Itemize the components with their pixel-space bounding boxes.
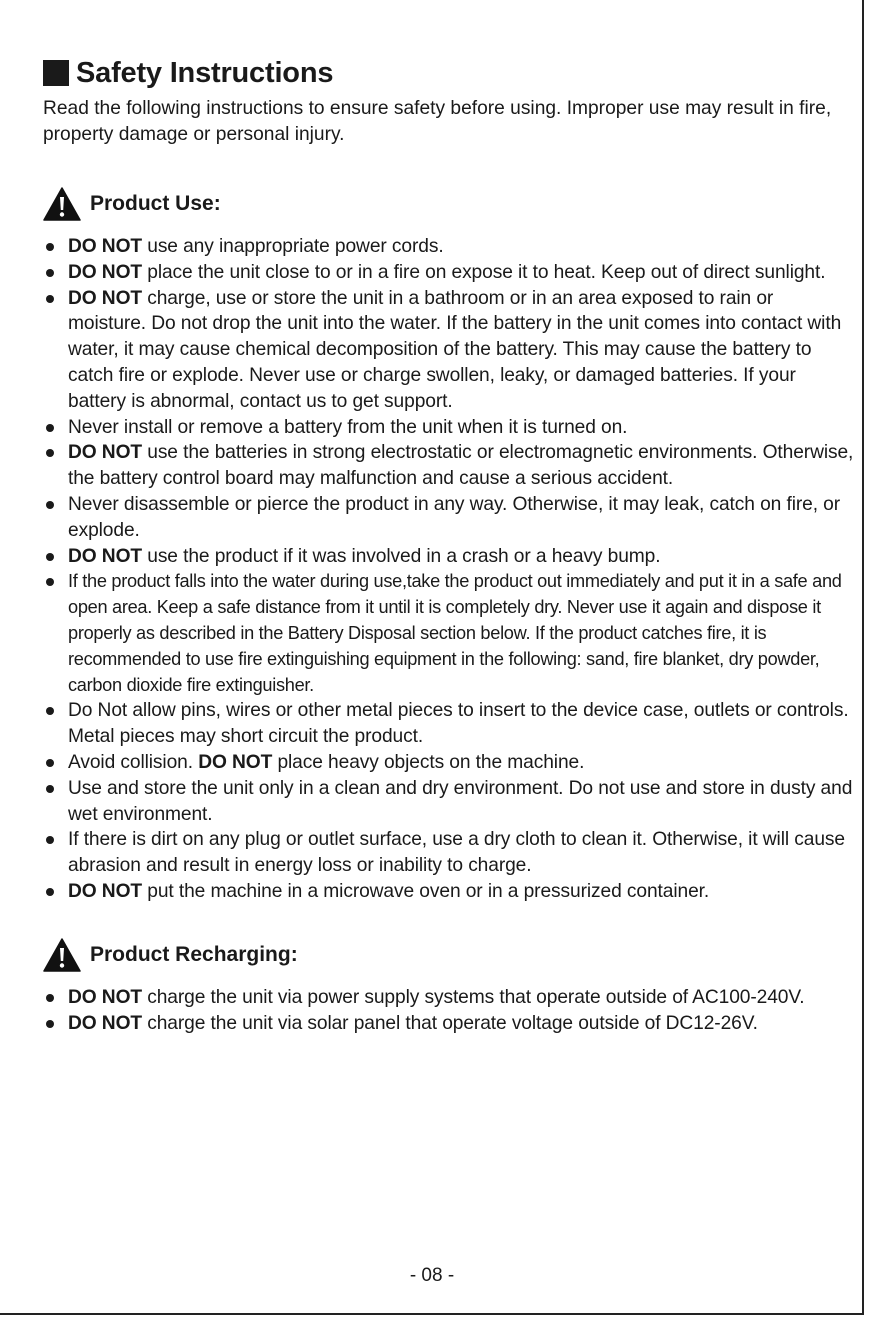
section-heading-text: Product Use: xyxy=(90,192,221,215)
item-text: If there is dirt on any plug or outlet surface, use a dry cloth to clean it. Otherwise, it will cause abrasion and result in energy loss or inability to charge. xyxy=(68,829,845,877)
bullet-icon xyxy=(46,243,54,251)
bullet-icon xyxy=(46,707,54,715)
list-item xyxy=(43,776,855,828)
list-item xyxy=(43,750,855,776)
bullet-icon xyxy=(46,578,54,586)
bullet-icon xyxy=(46,269,54,277)
product-use-list xyxy=(43,234,855,905)
item-text: place heavy objects on the machine. xyxy=(272,751,585,773)
title-square-icon xyxy=(43,60,69,86)
page-border-right xyxy=(862,0,864,1314)
item-emphasis: DO NOT xyxy=(68,545,143,567)
item-emphasis: DO NOT xyxy=(198,751,273,773)
item-text: Avoid collision. xyxy=(68,751,199,773)
list-item xyxy=(43,544,855,570)
page-number: - 08 - xyxy=(409,1265,455,1286)
intro-text: Read the following instructions to ensure safety before using. Improper use may result in fire, property damage or personal injury. xyxy=(43,98,832,145)
bullet-icon xyxy=(46,759,54,767)
item-emphasis: DO NOT xyxy=(68,261,143,283)
bullet-icon xyxy=(46,1020,54,1028)
bullet-icon xyxy=(46,449,54,457)
item-text: charge the unit via power supply systems that operate outside of AC100-240V. xyxy=(142,986,805,1008)
bullet-icon xyxy=(46,785,54,793)
item-emphasis: DO NOT xyxy=(68,1012,143,1034)
list-item xyxy=(43,569,855,698)
section-heading-product-recharging xyxy=(43,937,855,973)
item-emphasis: DO NOT xyxy=(68,880,143,902)
item-text: place the unit close to or in a fire on expose it to heat. Keep out of direct sunlight. xyxy=(142,261,826,283)
bullet-icon xyxy=(46,888,54,896)
bullet-icon xyxy=(46,295,54,303)
list-item xyxy=(43,286,855,415)
list-item xyxy=(43,440,855,492)
list-item xyxy=(43,415,855,441)
item-emphasis: DO NOT xyxy=(68,986,143,1008)
bullet-icon xyxy=(46,994,54,1002)
section-heading-text: Product Recharging: xyxy=(90,942,298,966)
list-item xyxy=(43,985,855,1011)
item-text: If the product falls into the water during use,take the product out immediately and put it in a safe and open area. Keep a safe distance from it until it is completely dry. Never use it again and dispose it properly as described in the Battery Disposal section below. If the product catches fire, it is recommended to use fire extinguishing equipment in the following: sand, fire blanket, dry powder, carbon dioxide fire extinguisher. xyxy=(68,571,842,695)
list-item xyxy=(43,260,855,286)
page-title-text: Safety Instructions xyxy=(76,56,334,89)
item-text: use the batteries in strong electrostatic or electromagnetic environments. Otherwise, the battery control board may malfunction and cause a serious accident. xyxy=(68,442,854,490)
item-text: Do Not allow pins, wires or other metal pieces to insert to the device case, outlets or controls. Metal pieces may short circuit the product. xyxy=(68,700,849,748)
list-item xyxy=(43,1011,855,1037)
item-text: use any inappropriate power cords. xyxy=(142,236,444,257)
product-recharging-list xyxy=(43,985,855,1037)
item-emphasis: DO NOT xyxy=(68,287,143,309)
item-text: Never install or remove a battery from the unit when it is turned on. xyxy=(68,416,628,438)
list-item xyxy=(43,879,855,905)
item-text: Never disassemble or pierce the product in any way. Otherwise, it may leak, catch on fire, or explode. xyxy=(68,493,841,541)
list-item xyxy=(43,698,855,750)
item-text: charge the unit via solar panel that operate voltage outside of DC12-26V. xyxy=(142,1012,758,1034)
bullet-icon xyxy=(46,501,54,509)
content-area xyxy=(43,52,855,1036)
bullet-icon xyxy=(46,553,54,561)
item-text: put the machine in a microwave oven or in a pressurized container. xyxy=(142,880,710,902)
item-text: charge, use or store the unit in a bathroom or in an area exposed to rain or moisture. Do not drop the unit into the water. If the battery in the unit comes into contact with water, it may cause chemical decomposition of the battery. This may cause the battery to catch fire or explode. Never use or charge swollen, leaky, or damaged batteries. If your battery is abnormal, contact us to get support. xyxy=(68,287,842,412)
item-emphasis: DO NOT xyxy=(68,236,143,257)
item-text: use the product if it was involved in a crash or a heavy bump. xyxy=(142,545,661,567)
warning-triangle-icon xyxy=(43,187,81,221)
bullet-icon xyxy=(46,836,54,844)
bullet-icon xyxy=(46,424,54,432)
list-item xyxy=(43,234,855,260)
item-emphasis: DO NOT xyxy=(68,442,143,464)
page-border-bottom xyxy=(0,1313,864,1315)
item-text: Use and store the unit only in a clean and dry environment. Do not use and store in dusty and wet environment. xyxy=(68,777,853,825)
list-item xyxy=(43,492,855,544)
section-heading-product-use xyxy=(43,186,855,222)
page-title xyxy=(43,52,855,94)
list-item xyxy=(43,827,855,879)
warning-triangle-icon xyxy=(43,938,81,972)
